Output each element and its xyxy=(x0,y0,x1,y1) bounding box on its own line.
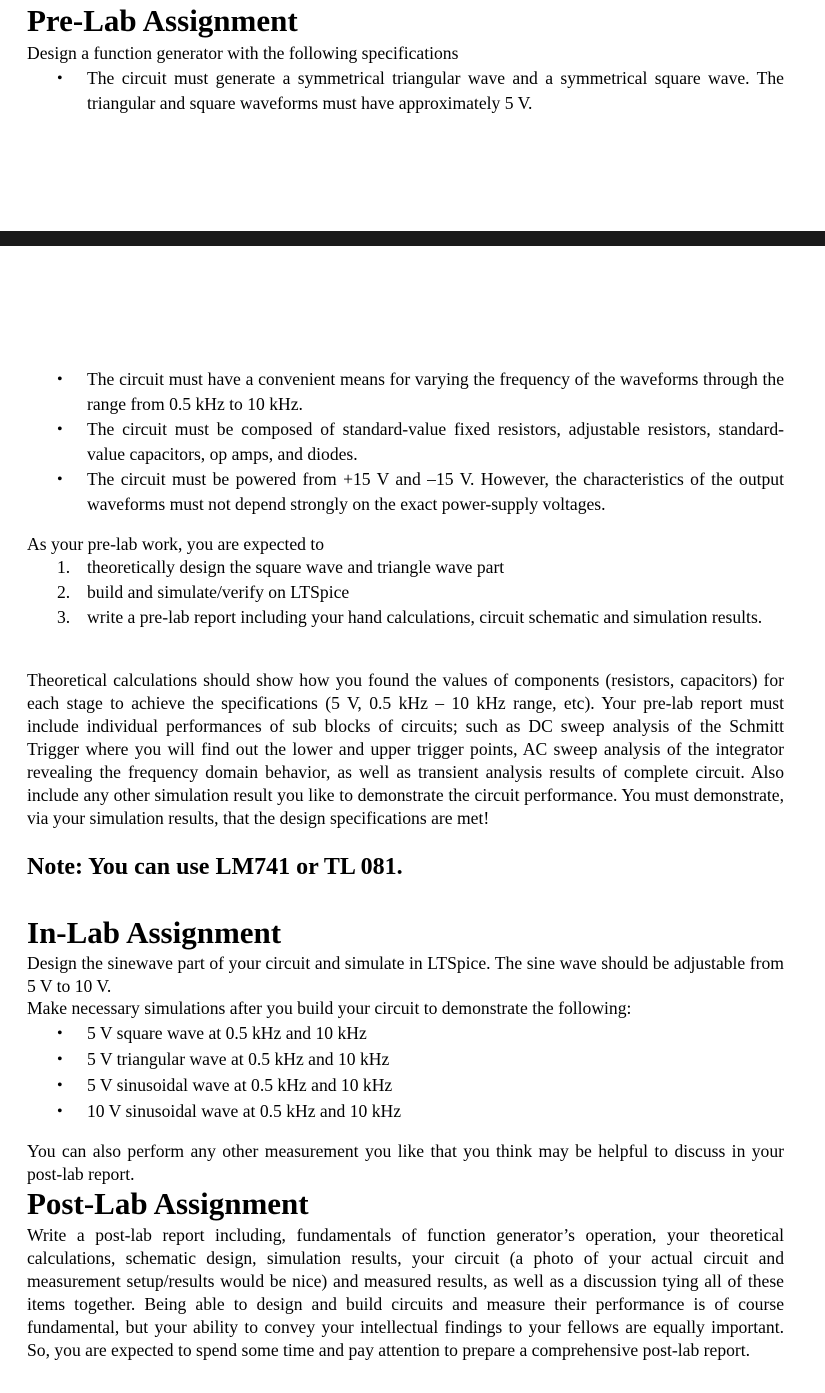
list-item-text: build and simulate/verify on LTSpice xyxy=(87,582,350,602)
prelab-heading: Pre-Lab Assignment xyxy=(27,3,298,38)
bullet-icon: • xyxy=(57,421,63,438)
list-item xyxy=(0,1021,784,1047)
bullet-icon: • xyxy=(57,1077,63,1094)
inlab-list xyxy=(0,1021,784,1125)
list-item-text: The circuit must be powered from +15 V and –15 V. However, the characteristics of the output waveforms must not depend strongly on the exact power-supply voltages. xyxy=(87,469,784,514)
inlab-paragraph-1: Design the sinewave part of your circuit and simulate in LTSpice. The sine wave should be adjustable from 5 V to 10 V. xyxy=(27,953,784,996)
list-item-text: 5 V square wave at 0.5 kHz and 10 kHz xyxy=(87,1023,367,1043)
list-item-text: The circuit must be composed of standard-value fixed resistors, adjustable resistors, standard-value capacitors, op amps, and diodes. xyxy=(87,419,784,464)
list-item-text: The circuit must generate a symmetrical triangular wave and a symmetrical square wave. The triangular and square waveforms must have approximately 5 V. xyxy=(87,68,784,113)
list-item xyxy=(0,1047,784,1073)
prelab-steps xyxy=(0,556,784,629)
bullet-icon: • xyxy=(57,1025,63,1042)
prelab-spec-list-first xyxy=(0,66,784,116)
list-item xyxy=(0,417,784,467)
list-item xyxy=(0,1099,784,1125)
list-item xyxy=(0,606,784,629)
list-item xyxy=(0,367,784,417)
list-item-text: 5 V triangular wave at 0.5 kHz and 10 kHz xyxy=(87,1049,390,1069)
prelab-spec-list-more xyxy=(0,367,784,517)
note-text: Note: You can use LM741 or TL 081. xyxy=(27,854,403,880)
step-number: 2. xyxy=(57,582,71,602)
bullet-icon: • xyxy=(57,70,63,87)
list-item-text: 10 V sinusoidal wave at 0.5 kHz and 10 kHz xyxy=(87,1101,402,1121)
inlab-paragraph-2: Make necessary simulations after you build your circuit to demonstrate the following: xyxy=(27,998,632,1018)
list-item xyxy=(0,581,784,604)
bullet-icon: • xyxy=(57,1103,63,1120)
list-item-text: The circuit must have a convenient means for varying the frequency of the waveforms through the range from 0.5 kHz to 10 kHz. xyxy=(87,369,784,414)
inlab-paragraph-3: You can also perform any other measurement you like that you think may be helpful to discuss in your post-lab report. xyxy=(27,1141,784,1184)
list-item-text: write a pre-lab report including your hand calculations, circuit schematic and simulation results. xyxy=(87,607,763,627)
inlab-heading: In-Lab Assignment xyxy=(27,915,282,950)
postlab-paragraph: Write a post-lab report including, fundamentals of function generator’s operation, your theoretical calculations, schematic design, simulation results, your circuit (a photo of your actual circuit and measurement setup/results would be nice) and measured results, as well as a discussion tying all of these items together. Being able to design and build circuits and measure their performance is of course fundamental, but your ability to convey your intellectual findings to your fellows are equally important. So, you are expected to spend some time and pay attention to prepare a comprehensive post-lab report. xyxy=(27,1225,784,1360)
theory-paragraph: Theoretical calculations should show how you found the values of components (resistors, capacitors) for each stage to achieve the specifications (5 V, 0.5 kHz – 10 kHz range, etc). Your pre-lab report must include individual performances of sub blocks of circuits; such as DC sweep analysis of the Schmitt Trigger where you will find out the lower and upper trigger points, AC sweep analysis of the integrator revealing the frequency domain behavior, as well as transient analysis results of complete circuit. Also include any other simulation result you like to demonstrate the circuit performance. You must demonstrate, via your simulation results, that the design specifications are met! xyxy=(27,670,784,828)
list-item xyxy=(0,556,784,579)
list-item-text: theoretically design the square wave and triangle wave part xyxy=(87,557,505,577)
step-number: 1. xyxy=(57,557,71,577)
list-item xyxy=(0,467,784,517)
bullet-icon: • xyxy=(57,1051,63,1068)
list-item-text: 5 V sinusoidal wave at 0.5 kHz and 10 kHz xyxy=(87,1075,393,1095)
postlab-heading: Post-Lab Assignment xyxy=(27,1186,309,1221)
list-item xyxy=(0,1073,784,1099)
page-divider xyxy=(0,231,825,246)
bullet-icon: • xyxy=(57,471,63,488)
expected-intro: As your pre-lab work, you are expected to xyxy=(27,534,325,554)
list-item xyxy=(0,66,784,116)
prelab-intro: Design a function generator with the following specifications xyxy=(27,43,459,63)
step-number: 3. xyxy=(57,607,71,627)
bullet-icon: • xyxy=(57,371,63,388)
